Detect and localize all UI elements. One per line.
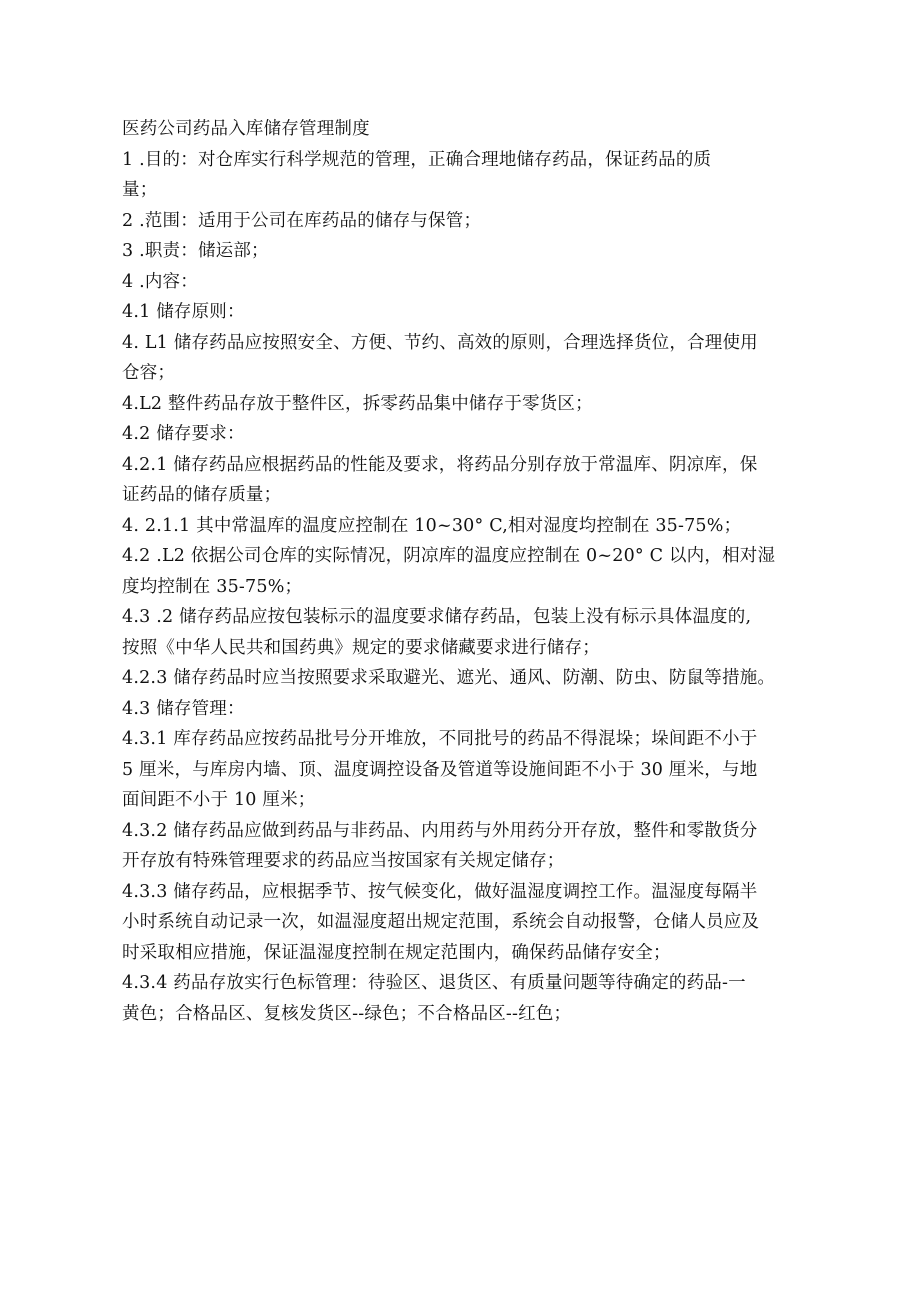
text-line: 1 .目的：对仓库实行科学规范的管理，正确合理地储存药品，保证药品的质: [122, 149, 712, 170]
text-line: 4.3 .2 储存药品应按包装标示的温度要求储存药品，包装上没有标示具体温度的,: [122, 607, 752, 627]
text-line: 3 .职责：储运部；: [122, 241, 269, 261]
text-line: 4.1 储存原则：: [122, 302, 245, 322]
document-title: 医药公司药品入库储存管理制度: [122, 119, 370, 139]
text-line: 按照《中华人民共和国药典》规定的要求储藏要求进行储存；: [122, 637, 600, 658]
text-line: 证药品的储存质量；: [122, 485, 282, 505]
text-line: 4.2 储存要求：: [122, 424, 245, 444]
text-line: 小时系统自动记录一次，如温湿度超出规定范围，系统会自动报警，仓储人员应及: [122, 912, 760, 932]
text-line: 开存放有特殊管理要求的药品应当按国家有关规定储存；: [122, 851, 565, 871]
text-line: 4.2.1 储存药品应根据药品的性能及要求，将药品分别存放于常温库、阴凉库，保: [122, 454, 758, 475]
text-line: 4.3.2 储存药品应做到药品与非药品、内用药与外用药分开存放，整件和零散货分: [122, 820, 758, 841]
text-line: 4.3 储存管理：: [122, 698, 245, 719]
text-line: 4.2.3 储存药品时应当按照要求采取避光、遮光、通风、防潮、防虫、防鼠等措施。: [122, 668, 776, 688]
text-line: 仓容；: [122, 363, 176, 383]
text-line: 2 .范围：适用于公司在库药品的储存与保管；: [122, 210, 482, 231]
text-line: 4 .内容：: [122, 271, 198, 292]
text-line: 黄色；合格品区、复核发货区--绿色；不合格品区--红色；: [122, 1003, 572, 1024]
text-line: 面间距不小于 10 厘米；: [122, 790, 316, 810]
text-line: 4. 2.1.1 其中常温库的温度应控制在 10~30° C,相对湿度均控制在 35-75%；: [122, 515, 742, 536]
text-line: 4.3.3 储存药品，应根据季节、按气候变化，做好温湿度调控工作。温湿度每隔半: [122, 881, 758, 902]
document-body: [122, 114, 794, 1029]
text-line: 4.L2 整件药品存放于整件区，拆零药品集中储存于零货区；: [122, 393, 593, 414]
text-line: 时采取相应措施，保证温湿度控制在规定范围内，确保药品储存安全；: [122, 942, 671, 963]
text-line: 4.3.1 库存药品应按药品批号分开堆放，不同批号的药品不得混垛；垛间距不小于: [122, 729, 758, 749]
text-line: 4.2 .L2 依据公司仓库的实际情况，阴凉库的温度应控制在 0~20° C 以内，相对湿: [122, 546, 776, 566]
text-line: 4. L1 储存药品应按照安全、方便、节约、高效的原则，合理选择货位，合理使用: [122, 332, 758, 353]
text-line: 度均控制在 35-75%；: [122, 576, 303, 597]
text-line: 量；: [122, 180, 158, 200]
text-line: 5 厘米，与库房内墙、顶、温度调控设备及管道等设施间距不小于 30 厘米，与地: [122, 759, 758, 780]
text-line: 4.3.4 药品存放实行色标管理：待验区、退货区、有质量问题等待确定的药品-一: [122, 973, 746, 993]
